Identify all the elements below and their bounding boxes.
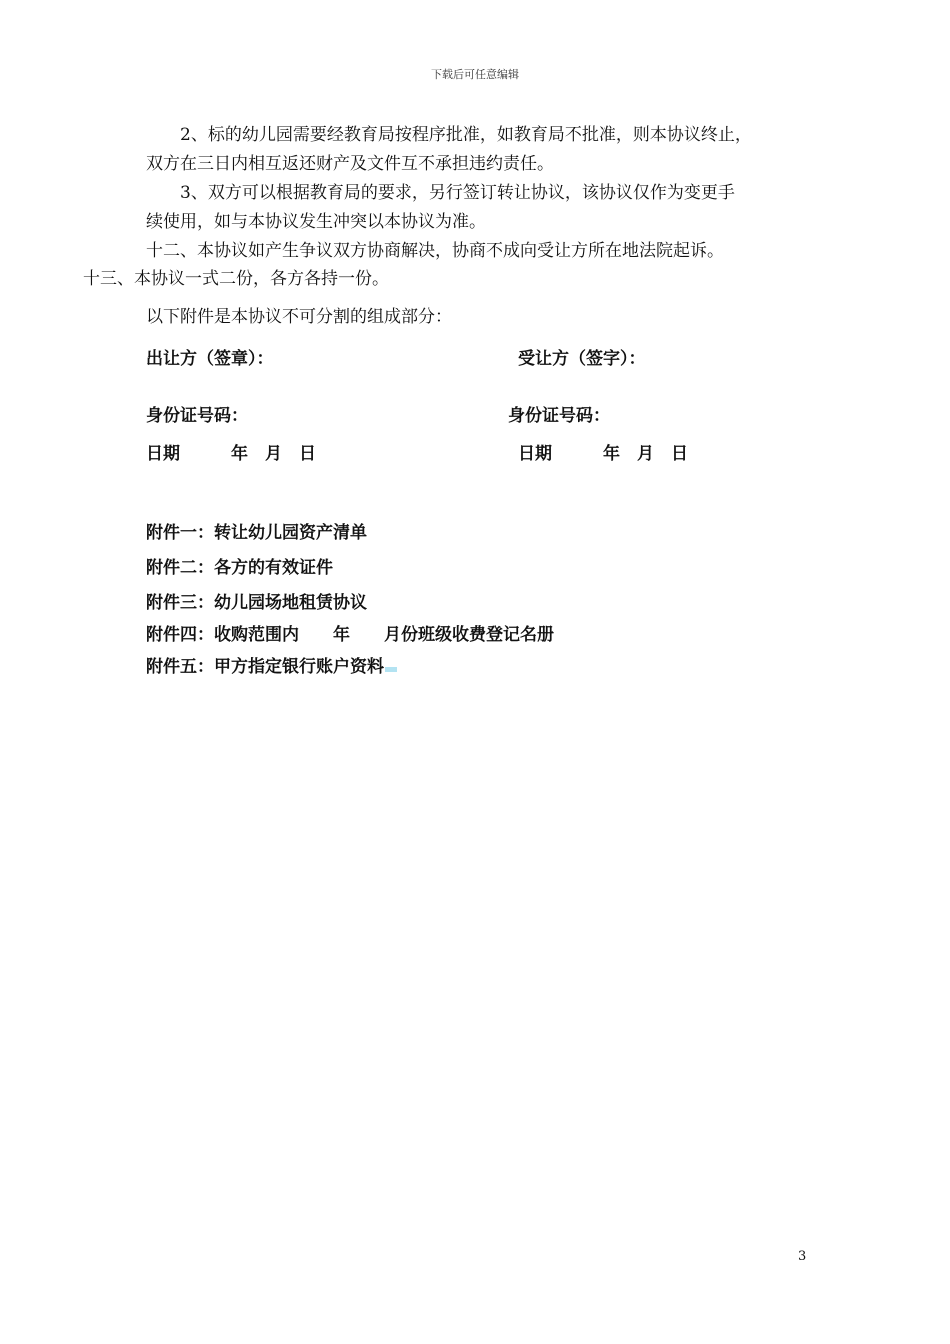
attachment-item-text: 附件五：甲方指定银行账户资料 (146, 657, 384, 677)
transferor-signature-label: 出让方（签章）： (146, 349, 274, 369)
clause-13: 十三、本协议一式二份，各方各持一份。 (83, 269, 389, 289)
transferee-signature-label: 受让方（签字）： (518, 349, 646, 369)
date-line-left: 日期 年 月 日 (146, 444, 316, 464)
page-header: 下载后可任意编辑 (431, 68, 519, 81)
attachment-item: 附件一：转让幼儿园资产清单 (146, 523, 367, 543)
id-number-label-right: 身份证号码： (508, 406, 610, 426)
attachments-intro: 以下附件是本协议不可分割的组成部分： (146, 307, 452, 327)
attachment-item: 附件二：各方的有效证件 (146, 558, 333, 578)
page-number: 3 (798, 1249, 807, 1264)
attachment-item-5 (146, 652, 397, 677)
attachment-item: 附件四：收购范围内 年 月份班级收费登记名册 (146, 625, 554, 645)
text-cursor-marker (385, 667, 397, 672)
id-number-label-left: 身份证号码： (146, 406, 248, 426)
date-line-right: 日期 年 月 日 (518, 444, 688, 464)
paragraph-3-line2: 续使用，如与本协议发生冲突以本协议为准。 (146, 212, 486, 232)
paragraph-2-line2: 双方在三日内相互返还财产及文件互不承担违约责任。 (146, 154, 554, 174)
attachment-item: 附件三：幼儿园场地租赁协议 (146, 593, 367, 613)
paragraph-2-line1: 2、标的幼儿园需要经教育局按程序批准，如教育局不批准，则本协议终止， (180, 125, 752, 145)
paragraph-3-line1: 3、双方可以根据教育局的要求，另行签订转让协议，该协议仅作为变更手 (180, 183, 735, 203)
clause-12: 十二、本协议如产生争议双方协商解决，协商不成向受让方所在地法院起诉。 (146, 241, 724, 261)
